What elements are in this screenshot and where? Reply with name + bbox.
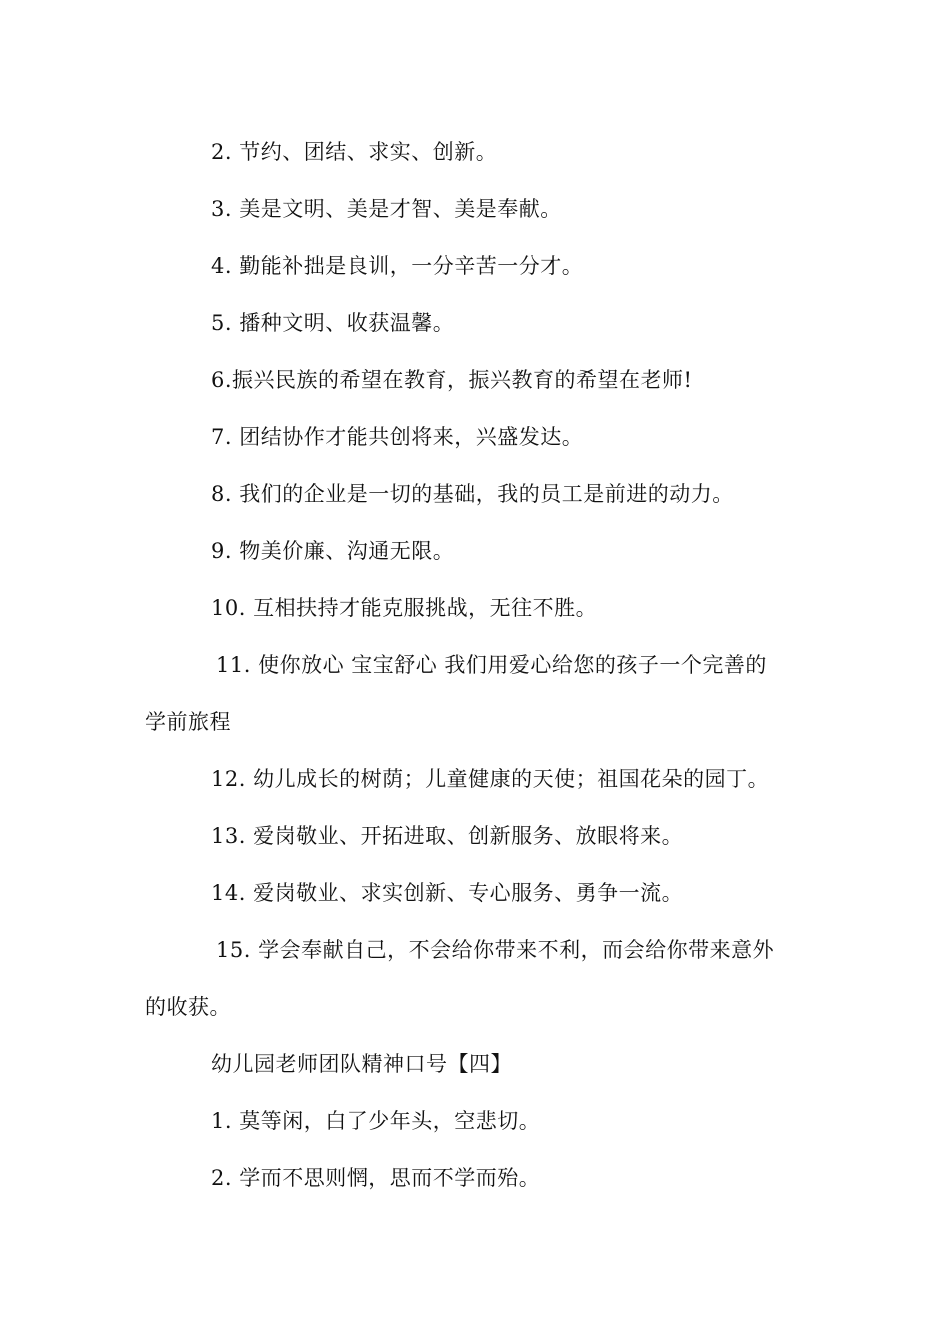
text-line: 学前旅程 [145,710,231,734]
text-line: 15. 学会奉献自己，不会给你带来不利，而会给你带来意外 [216,938,775,962]
text-line: 7. 团结协作才能共创将来，兴盛发达。 [211,425,584,449]
text-line: 12. 幼儿成长的树荫；儿童健康的天使；祖国花朵的园丁。 [211,767,770,791]
text-line: 2. 节约、团结、求实、创新。 [211,140,498,164]
text-line: 2. 学而不思则惘，思而不学而殆。 [211,1166,541,1190]
text-line: 的收获。 [145,995,231,1019]
text-line: 4. 勤能补拙是良训，一分辛苦一分才。 [211,254,584,278]
text-line: 6.振兴民族的希望在教育，振兴教育的希望在老师! [211,368,693,392]
text-line: 10. 互相扶持才能克服挑战，无往不胜。 [211,596,598,620]
text-line: 11. 使你放心 宝宝舒心 我们用爱心给您的孩子一个完善的 [216,653,767,677]
section-heading: 幼儿园老师团队精神口号【四】 [211,1052,512,1076]
text-line: 13. 爱岗敬业、开拓进取、创新服务、放眼将来。 [211,824,684,848]
text-line: 5. 播种文明、收获温馨。 [211,311,455,335]
text-line: 14. 爱岗敬业、求实创新、专心服务、勇争一流。 [211,881,684,905]
text-line: 3. 美是文明、美是才智、美是奉献。 [211,197,562,221]
text-line: 9. 物美价廉、沟通无限。 [211,539,455,563]
text-line: 1. 莫等闲，白了少年头，空悲切。 [211,1109,541,1133]
text-line: 8. 我们的企业是一切的基础，我的员工是前进的动力。 [211,482,734,506]
